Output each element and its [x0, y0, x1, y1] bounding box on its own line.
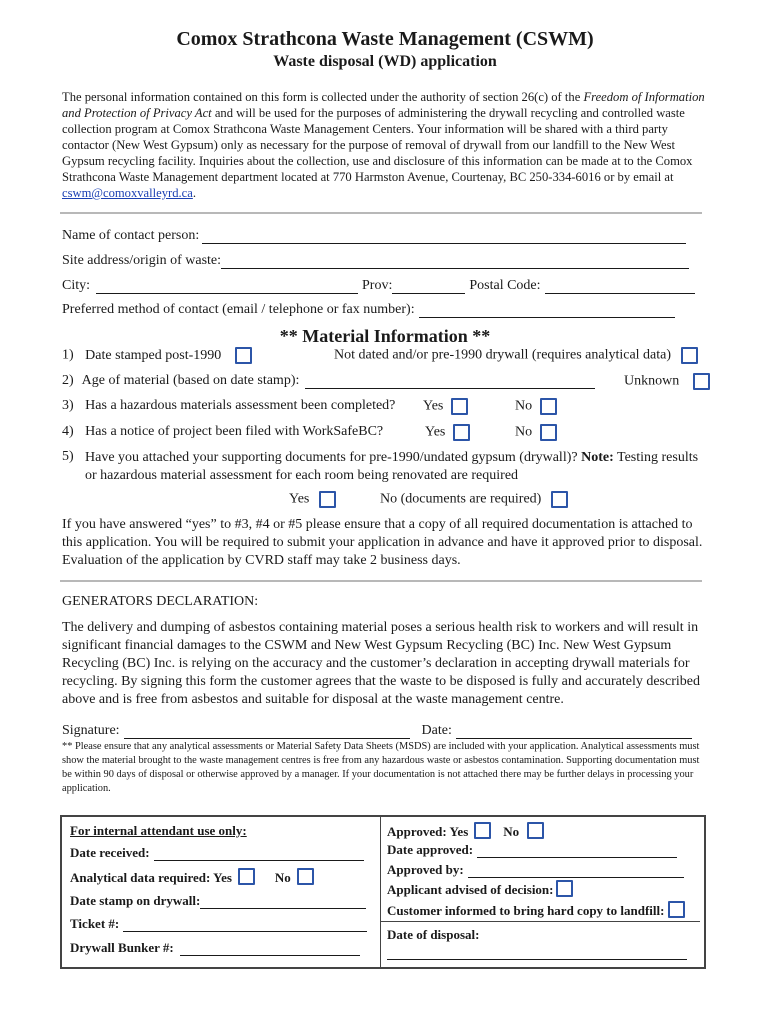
- ticket-label: Ticket #:: [70, 916, 120, 931]
- q3-no-option: [515, 398, 557, 415]
- date-disposal-label: Date of disposal:: [387, 927, 480, 942]
- approved-by-label: Approved by:: [387, 862, 464, 877]
- pre-1990-checkbox[interactable]: [681, 347, 698, 364]
- analytical-no-checkbox[interactable]: [297, 868, 314, 885]
- q1-pre-1990-label: Not dated and/or pre-1990 drywall (requires analytical data): [334, 347, 672, 363]
- question-5: [85, 449, 700, 485]
- date-stamp-label: Date stamp on drywall:: [70, 893, 201, 908]
- customer-informed-label: Customer informed to bring hard copy to landfill:: [387, 903, 665, 918]
- ticket-input[interactable]: [123, 919, 367, 932]
- analytical-no-label: No: [274, 870, 291, 885]
- box-divider: [380, 817, 381, 967]
- q5-no-option: [380, 491, 568, 508]
- contact-method-label: Preferred method of contact (email / telephone or fax number):: [62, 302, 415, 317]
- prov-label: Prov:: [362, 278, 393, 293]
- bunker-input[interactable]: [180, 943, 360, 956]
- customer-informed-field: [387, 901, 685, 919]
- form-subtitle: Waste disposal (WD) application: [273, 53, 497, 70]
- city-prov-postal-row: [62, 276, 695, 294]
- form-title: Comox Strathcona Waste Management (CSWM): [176, 28, 594, 50]
- footnote: ** Please ensure that any analytical assessments or Material Safety Data Sheets (MSDS) are included with your application. Analytical assessments must show the material brought to the waste management centres is free from any hazardous waste or asbestos contamination. Supporting documentation must be within 90 days of disposal or otherwise approved by a manager. If your documentation is not attached there may be further delays in processing your application.: [62, 741, 700, 794]
- q3-no-checkbox[interactable]: [540, 398, 557, 415]
- q5-text: Have you attached your supporting documents for pre-1990/undated gypsum (drywall)?: [85, 450, 582, 465]
- q4-yes-label: Yes: [425, 424, 446, 440]
- question-1: [62, 347, 252, 364]
- q1-pre-1990-option: [334, 347, 698, 364]
- material-age-input[interactable]: [305, 374, 595, 389]
- q4-no-checkbox[interactable]: [540, 424, 557, 441]
- approved-no-checkbox[interactable]: [527, 822, 544, 839]
- contact-method-input[interactable]: [419, 303, 675, 318]
- bunker-field[interactable]: [70, 940, 360, 956]
- date-stamp-field[interactable]: [70, 893, 366, 909]
- box-right-divider: [380, 921, 700, 922]
- approved-by-field[interactable]: [387, 862, 684, 878]
- internal-heading: [70, 823, 247, 839]
- q3-number: 3): [62, 398, 74, 413]
- privacy-end: .: [192, 186, 197, 200]
- analytical-yes-checkbox[interactable]: [238, 868, 255, 885]
- signature-label: Signature:: [62, 723, 120, 738]
- q4-yes-checkbox[interactable]: [453, 424, 470, 441]
- postal-code-label: Postal Code:: [469, 278, 541, 293]
- q2-unknown-option: [624, 373, 710, 390]
- date-input[interactable]: [456, 724, 692, 739]
- analytical-yes-label: Analytical data required: Yes: [70, 870, 232, 885]
- approved-field: [387, 822, 544, 840]
- question-3: [62, 398, 395, 414]
- q1-number: 1): [62, 347, 74, 363]
- applicant-advised-field: [387, 880, 573, 898]
- privacy-act-name: Freedom of Information and Protection of Privacy Act: [62, 90, 705, 120]
- postal-code-input[interactable]: [545, 279, 695, 294]
- date-approved-label: Date approved:: [387, 842, 474, 857]
- internal-heading-text: For internal attendant use only:: [70, 823, 247, 838]
- ticket-field[interactable]: [70, 916, 367, 932]
- customer-informed-checkbox[interactable]: [668, 901, 685, 918]
- date-approved-input[interactable]: [477, 845, 677, 858]
- q4-number: 4): [62, 424, 74, 439]
- unknown-checkbox[interactable]: [693, 373, 710, 390]
- q5-number: 5): [62, 449, 74, 464]
- q4-yes-option: [425, 424, 470, 441]
- q5-no-label: No (documents are required): [380, 491, 542, 507]
- signature-date-row: [62, 721, 692, 739]
- q5-yes-option: [289, 491, 336, 508]
- q3-yes-option: [423, 398, 468, 415]
- q2-number: 2): [62, 373, 74, 388]
- privacy-notice: [62, 89, 707, 201]
- date-received-input[interactable]: [154, 848, 364, 861]
- q5-yes-checkbox[interactable]: [319, 491, 336, 508]
- internal-use-box: [60, 815, 706, 969]
- q3-label: Has a hazardous materials assessment been completed?: [85, 398, 396, 413]
- q2-unknown-label: Unknown: [624, 373, 680, 389]
- q4-no-label: No: [515, 424, 533, 440]
- approved-by-input[interactable]: [468, 865, 684, 878]
- city-input[interactable]: [96, 279, 358, 294]
- date-stamp-input[interactable]: [200, 896, 366, 909]
- analytical-data-field: [70, 868, 314, 886]
- q5-note-label: Note:: [581, 450, 614, 465]
- privacy-text-1: The personal information contained on this form is collected under the authority of section 26(c) of the: [62, 90, 584, 104]
- q4-label: Has a notice of project been filed with WorkSafeBC?: [85, 424, 384, 439]
- declaration-text: The delivery and dumping of asbestos containing material poses a serious health risk to workers and will result in significant financial damages to the CSWM and New West Gypsum Recycling (BC) Inc. New West Gypsum Recycling (BC) Inc. is relying on the accuracy and the customer’s declaration in accepting drywall materials for recycling. By signing this form the customer agrees that the waste to be disposed is fully and accurately described above and is free from asbestos and suitable for disposal at the waste management centre.: [62, 620, 700, 707]
- prov-input[interactable]: [392, 279, 465, 294]
- post-1990-checkbox[interactable]: [235, 347, 252, 364]
- site-address-field[interactable]: [62, 251, 689, 269]
- approved-yes-checkbox[interactable]: [474, 822, 491, 839]
- applicant-advised-label: Applicant advised of decision:: [387, 882, 554, 897]
- question-2: [62, 373, 595, 389]
- contact-name-input[interactable]: [202, 229, 686, 244]
- privacy-text-2: and will be used for the purposes of administering the drywall recycling and controlled waste collection program at Comox Strathcona Waste Management Centers. Your information will be shared with a third party contactor (New West Gypsum) only as necessary for the purpose of removal of drywall from our landfill to the New West Gypsum recycling facility. Inquiries about the collection, use and disclosure of this information can be made at to the Comox Strathcona Waste Management department located at 770 Harmston Avenue, Courtenay, BC 250-334-6016 or by email at: [62, 106, 693, 184]
- contact-method-field[interactable]: [62, 300, 675, 318]
- date-approved-field[interactable]: [387, 842, 677, 858]
- contact-name-label: Name of contact person:: [62, 228, 200, 243]
- city-label: City:: [62, 278, 91, 293]
- date-label: Date:: [421, 723, 452, 738]
- date-received-field[interactable]: [70, 845, 364, 861]
- bunker-label: Drywall Bunker #:: [70, 940, 174, 955]
- date-disposal-input[interactable]: [387, 947, 687, 960]
- date-disposal-label-row: [387, 927, 479, 943]
- divider: [60, 212, 702, 214]
- signature-input[interactable]: [124, 724, 410, 739]
- question-4: [62, 424, 383, 440]
- q5-text-2: Testing results or hazardous material assessment for each room being renovated are required: [85, 450, 699, 483]
- applicant-advised-checkbox[interactable]: [556, 880, 573, 897]
- site-address-input[interactable]: [221, 254, 689, 269]
- q2-label: Age of material (based on date stamp):: [81, 373, 300, 388]
- q3-yes-checkbox[interactable]: [451, 398, 468, 415]
- q1-post-1990-label: Date stamped post-1990: [85, 347, 222, 363]
- approved-yes-label: Approved: Yes: [387, 824, 469, 839]
- q5-yes-label: Yes: [289, 491, 310, 507]
- q3-yes-label: Yes: [423, 398, 444, 414]
- q5-no-checkbox[interactable]: [551, 491, 568, 508]
- documentation-notice: If you have answered “yes” to #3, #4 or #5 please ensure that a copy of all required documentation is attached to this application. You will be required to submit your application in advance and have it approved prior to disposal. Evaluation of the application by CVRD staff may take 2 business days.: [62, 517, 703, 568]
- contact-name-field[interactable]: [62, 226, 686, 244]
- email-link[interactable]: cswm@comoxvalleyrd.ca: [62, 186, 193, 200]
- q3-no-label: No: [515, 398, 533, 414]
- material-heading: ** Material Information **: [279, 326, 491, 346]
- site-address-label: Site address/origin of waste:: [62, 253, 222, 268]
- divider: [60, 580, 702, 582]
- declaration-heading: GENERATORS DECLARATION:: [62, 594, 259, 609]
- date-received-label: Date received:: [70, 845, 150, 860]
- q4-no-option: [515, 424, 557, 441]
- approved-no-label: No: [503, 824, 520, 839]
- date-disposal-field[interactable]: [387, 947, 687, 960]
